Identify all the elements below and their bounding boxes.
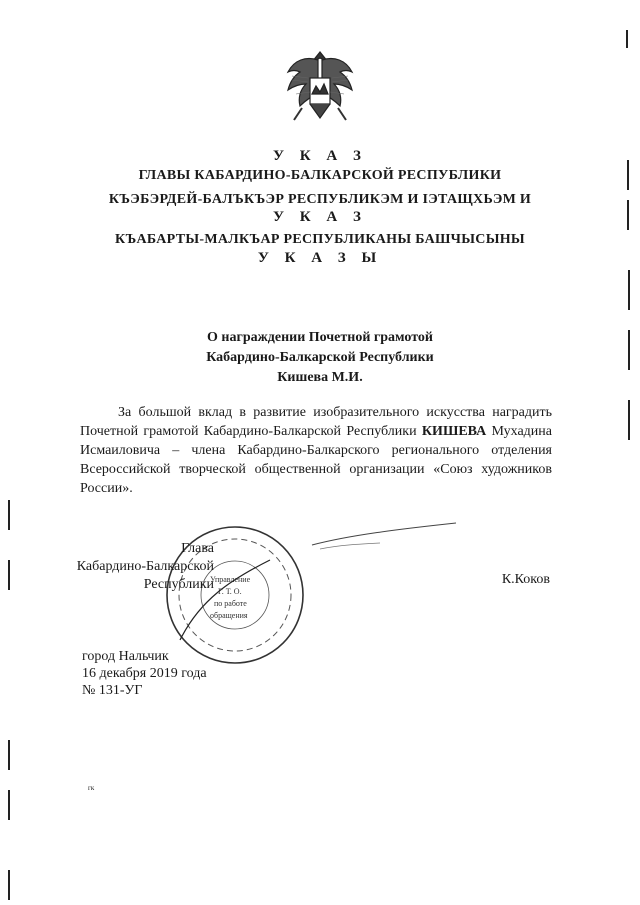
scan-artifact [628,330,630,370]
header-krc-title: КЪАБАРТЫ-МАЛКЪАР РЕСПУБЛИКАНЫ БАШЧЫСЫНЫ [115,232,525,247]
stamp-text-4: обращения [210,611,248,620]
marginal-mark: гк [88,784,95,792]
handwritten-signature [310,515,460,555]
header-ukaz-3: У К А З Ы [257,250,383,266]
scan-artifact [627,160,629,190]
header-ukaz-2: У К А З [273,209,367,225]
signatory-name: К.Коков [501,572,550,587]
scan-artifact [627,200,629,230]
scan-artifact [628,270,630,310]
decree-body [80,403,552,498]
signature-block [60,540,214,594]
body-part-2: Мухадина Исмаиловича – члена Кабардино-Балкарского регионального отделения Всероссийской творческой общественной организации «Союз художников России». [80,424,552,496]
header-ukaz-1: У К А З [273,148,367,164]
scan-artifact [8,870,10,900]
signature-line-2: Кабардино-Балкарской [76,559,214,574]
stamp-text-3: по работе [214,599,247,608]
coat-of-arms-emblem [282,48,358,124]
scan-artifact [8,500,10,530]
signature-line-3: Республики [143,577,214,592]
header-kbd-title: КЪЭБЭРДЕЙ-БАЛЪКЪЭР РЕСПУБЛИКЭМ И ІЭТАЩХЬЭМ И [108,192,532,207]
title-line-3: Кишева М.И. [277,370,363,385]
body-part-1: За большой вклад в развитие изобразительного искусства наградить Почетной грамотой Кабардино-Балкарской Республики [80,405,552,439]
decree-city: город Нальчик [82,649,169,664]
scan-artifact [628,400,630,440]
decree-number: № 131-УГ [82,683,143,698]
document-title [0,328,640,388]
scan-artifact [626,30,628,48]
awardee-surname: КИШЕВА [421,424,487,439]
scan-artifact [8,560,10,590]
header-ru-title: ГЛАВЫ КАБАРДИНО-БАЛКАРСКОЙ РЕСПУБЛИКИ [138,168,502,183]
stamp-text-2: Г. Т. О. [218,587,242,596]
scan-artifact [8,740,10,770]
title-line-1: О награждении Почетной грамотой [207,330,433,345]
decree-footer [82,648,207,699]
scan-artifact [8,790,10,820]
title-line-2: Кабардино-Балкарской Республики [206,350,434,365]
decree-date: 16 декабря 2019 года [82,666,207,681]
stamp-text-1: Управление [210,575,251,584]
signature-line-1: Глава [181,541,214,556]
